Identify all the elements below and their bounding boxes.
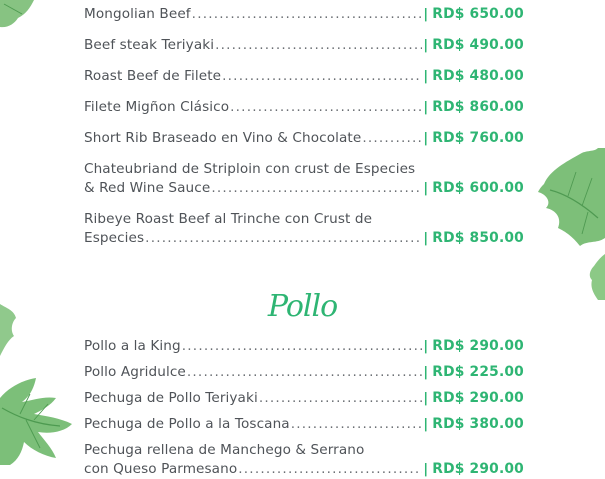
price-separator: | [423, 6, 429, 22]
item-price: RD$ 290.00 [432, 390, 524, 406]
item-price: RD$ 225.00 [432, 364, 524, 380]
item-price: RD$ 380.00 [432, 416, 524, 432]
price-separator: | [423, 37, 429, 53]
menu-item [84, 389, 524, 408]
dot-leader [145, 229, 422, 248]
menu-item [84, 67, 524, 86]
price-separator: | [423, 68, 429, 84]
price-separator: | [423, 338, 429, 354]
item-name: Pollo a la King [84, 338, 181, 354]
item-name: Roast Beef de Filete [84, 68, 222, 84]
item-name-line-2: & Red Wine Sauce [84, 180, 211, 196]
dot-leader [238, 460, 422, 479]
item-price: RD$ 490.00 [432, 37, 524, 53]
item-price: RD$ 760.00 [432, 130, 524, 146]
section-title-pollo: Pollo [267, 289, 338, 324]
item-price: RD$ 860.00 [432, 99, 524, 115]
dot-leader [230, 98, 422, 117]
item-name-line-2: Especies [84, 230, 145, 246]
item-price: RD$ 480.00 [432, 68, 524, 84]
item-name: Mongolian Beef [84, 6, 191, 22]
item-name-line-2: con Queso Parmesano [84, 461, 238, 477]
item-price: RD$ 290.00 [432, 338, 524, 354]
dot-leader [362, 129, 422, 148]
menu-item [84, 98, 524, 117]
dot-leader [259, 389, 422, 408]
price-separator: | [423, 180, 429, 196]
item-price: RD$ 290.00 [432, 461, 524, 477]
menu-item [84, 5, 524, 24]
item-price: RD$ 650.00 [432, 6, 524, 22]
item-name-line-1: Chateubriand de Striploin con crust de Especies [84, 161, 416, 177]
price-separator: | [423, 390, 429, 406]
item-name-line-1: Ribeye Roast Beef al Trinche con Crust de [84, 211, 373, 227]
item-name: Filete Migñon Clásico [84, 99, 230, 115]
item-price: RD$ 850.00 [432, 230, 524, 246]
dot-leader [192, 5, 423, 24]
item-name: Pollo Agridulce [84, 364, 186, 380]
dot-leader [215, 36, 422, 55]
price-separator: | [423, 130, 429, 146]
dot-leader [211, 179, 422, 198]
price-separator: | [423, 99, 429, 115]
dot-leader [291, 415, 422, 434]
dot-leader [187, 363, 422, 382]
item-name-line-1: Pechuga rellena de Manchego & Serrano [84, 442, 365, 458]
item-name: Pechuga de Pollo Teriyaki [84, 390, 258, 406]
item-price: RD$ 600.00 [432, 180, 524, 196]
menu-item [84, 441, 524, 479]
menu-item [84, 36, 524, 55]
price-separator: | [423, 364, 429, 380]
menu-item [84, 363, 524, 382]
menu-item [84, 415, 524, 434]
menu-item [84, 160, 524, 198]
price-separator: | [423, 461, 429, 477]
menu-item [84, 129, 524, 148]
item-name: Short Rib Braseado en Vino & Chocolate [84, 130, 362, 146]
dot-leader [182, 337, 422, 356]
item-name: Beef steak Teriyaki [84, 37, 215, 53]
item-name: Pechuga de Pollo a la Toscana [84, 416, 290, 432]
menu-item [84, 337, 524, 356]
price-separator: | [423, 230, 429, 246]
price-separator: | [423, 416, 429, 432]
menu-item [84, 210, 524, 248]
dot-leader [222, 67, 422, 86]
